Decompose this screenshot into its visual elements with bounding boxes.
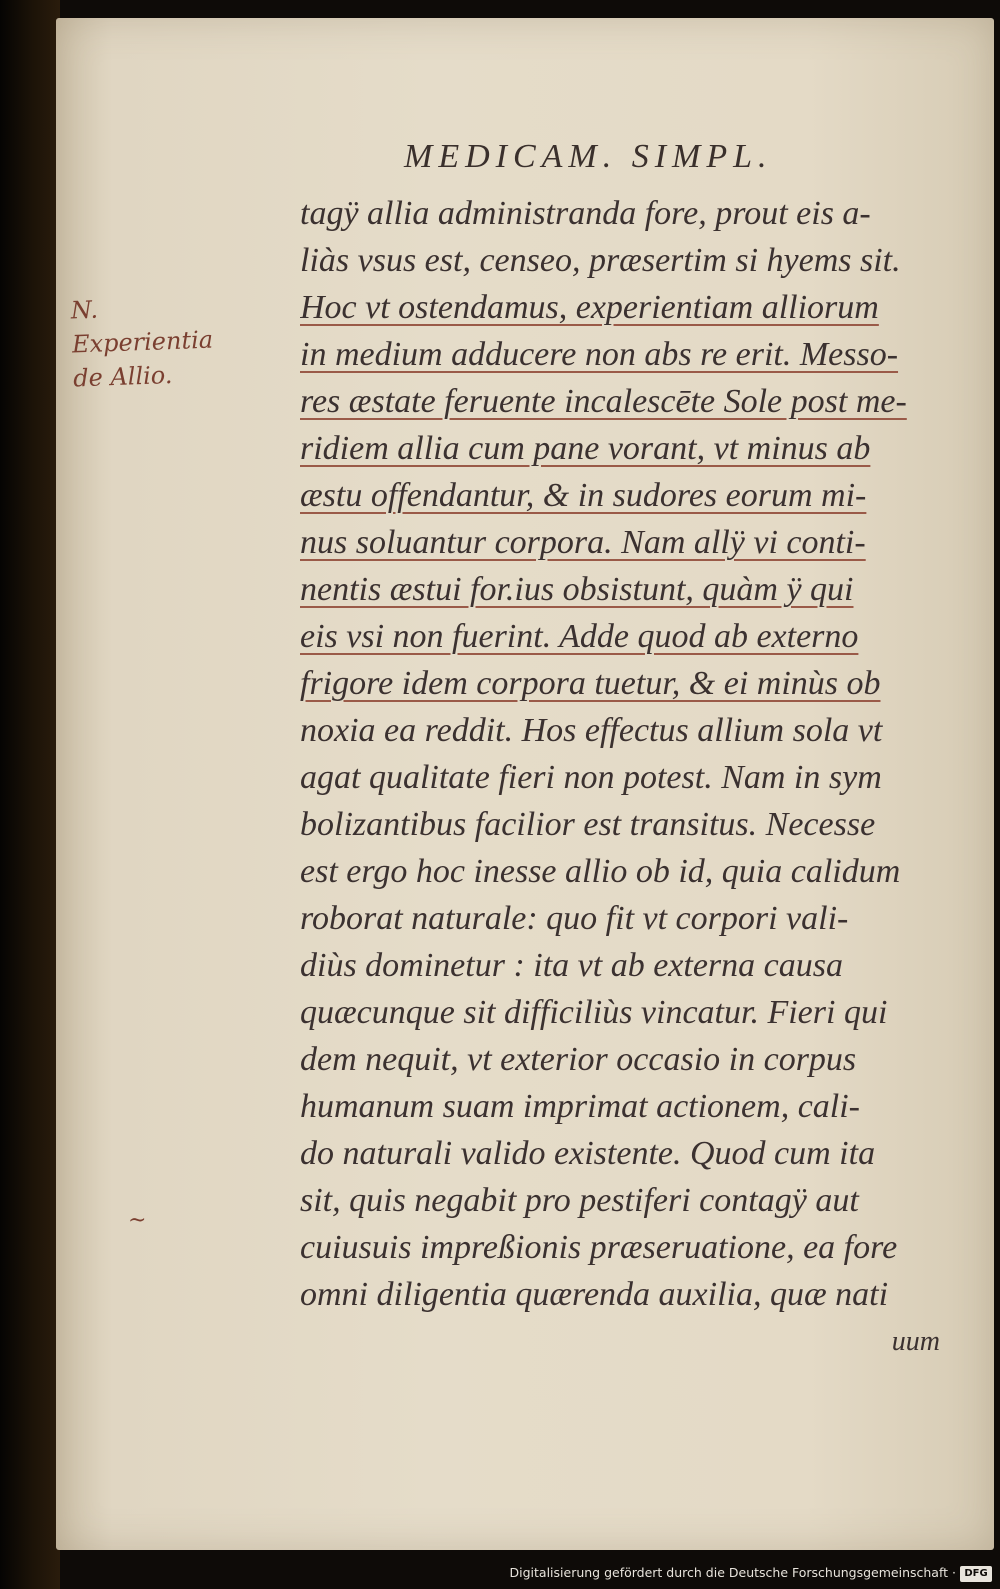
text-line: bolizantibus facilior est transitus. Necesse — [300, 806, 876, 843]
text-line: æstu offendantur, & in sudores eorum mi- — [300, 477, 867, 514]
text-line: noxia ea reddit. Hos effectus allium sola vt — [300, 712, 883, 749]
catchword: uum — [891, 1326, 940, 1357]
text-line: ridiem allia cum pane vorant, vt minus ab — [300, 430, 871, 467]
body-text — [300, 190, 950, 1365]
text-line: eis vsi non fuerint. Adde quod ab externo — [300, 618, 859, 655]
book-spine — [0, 0, 60, 1589]
text-line: cuiusuis impreßionis præseruatione, ea fore — [300, 1229, 898, 1266]
text-line: nus soluantur corpora. Nam allÿ vi conti- — [300, 524, 866, 561]
digitization-credit: Digitalisierung gefördert durch die Deutsche Forschungsgemeinschaft · — [509, 1565, 956, 1580]
text-line: omni diligentia quærenda auxilia, quæ nati — [300, 1276, 889, 1313]
handwritten-margin-mark: ~ — [128, 1208, 147, 1233]
text-line: res æstate feruente incalescēte Sole post me- — [300, 383, 907, 420]
text-line: humanum suam imprimat actionem, cali- — [300, 1088, 861, 1125]
text-line: do naturali valido existente. Quod cum ita — [300, 1135, 876, 1172]
margin-note-line: de Allio. — [72, 361, 173, 393]
text-line: tagÿ allia administranda fore, prout eis a- — [300, 195, 871, 232]
margin-note-line: Experientia — [71, 325, 214, 359]
text-line: quæcunque sit difficiliùs vincatur. Fieri qui — [300, 994, 888, 1031]
text-line: Hoc vt ostendamus, experientiam alliorum — [300, 289, 879, 326]
text-line: sit, quis negabit pro pestiferi contagÿ aut — [300, 1182, 859, 1219]
text-line: est ergo hoc inesse allio ob id, quia calidum — [300, 853, 901, 890]
text-line: frigore idem corpora tuetur, & ei minùs ob — [300, 665, 881, 702]
running-header: MEDICAM. SIMPL. — [404, 138, 773, 175]
text-line: liàs vsus est, censeo, præsertim si hyems sit. — [300, 242, 901, 279]
dfg-logo: DFG — [960, 1566, 992, 1582]
text-line: roborat naturale: quo fit vt corpori vali- — [300, 900, 849, 937]
handwritten-margin-note — [70, 287, 273, 396]
text-line: agat qualitate fieri non potest. Nam in sym — [300, 759, 882, 796]
text-line: diùs dominetur : ita vt ab externa causa — [300, 947, 843, 984]
text-line: dem nequit, vt exterior occasio in corpus — [300, 1041, 857, 1078]
margin-note-line: N. — [70, 295, 99, 325]
text-line: in medium adducere non abs re erit. Messo- — [300, 336, 899, 373]
text-line: nentis æstui for.ius obsistunt, quàm ÿ qui — [300, 571, 854, 608]
